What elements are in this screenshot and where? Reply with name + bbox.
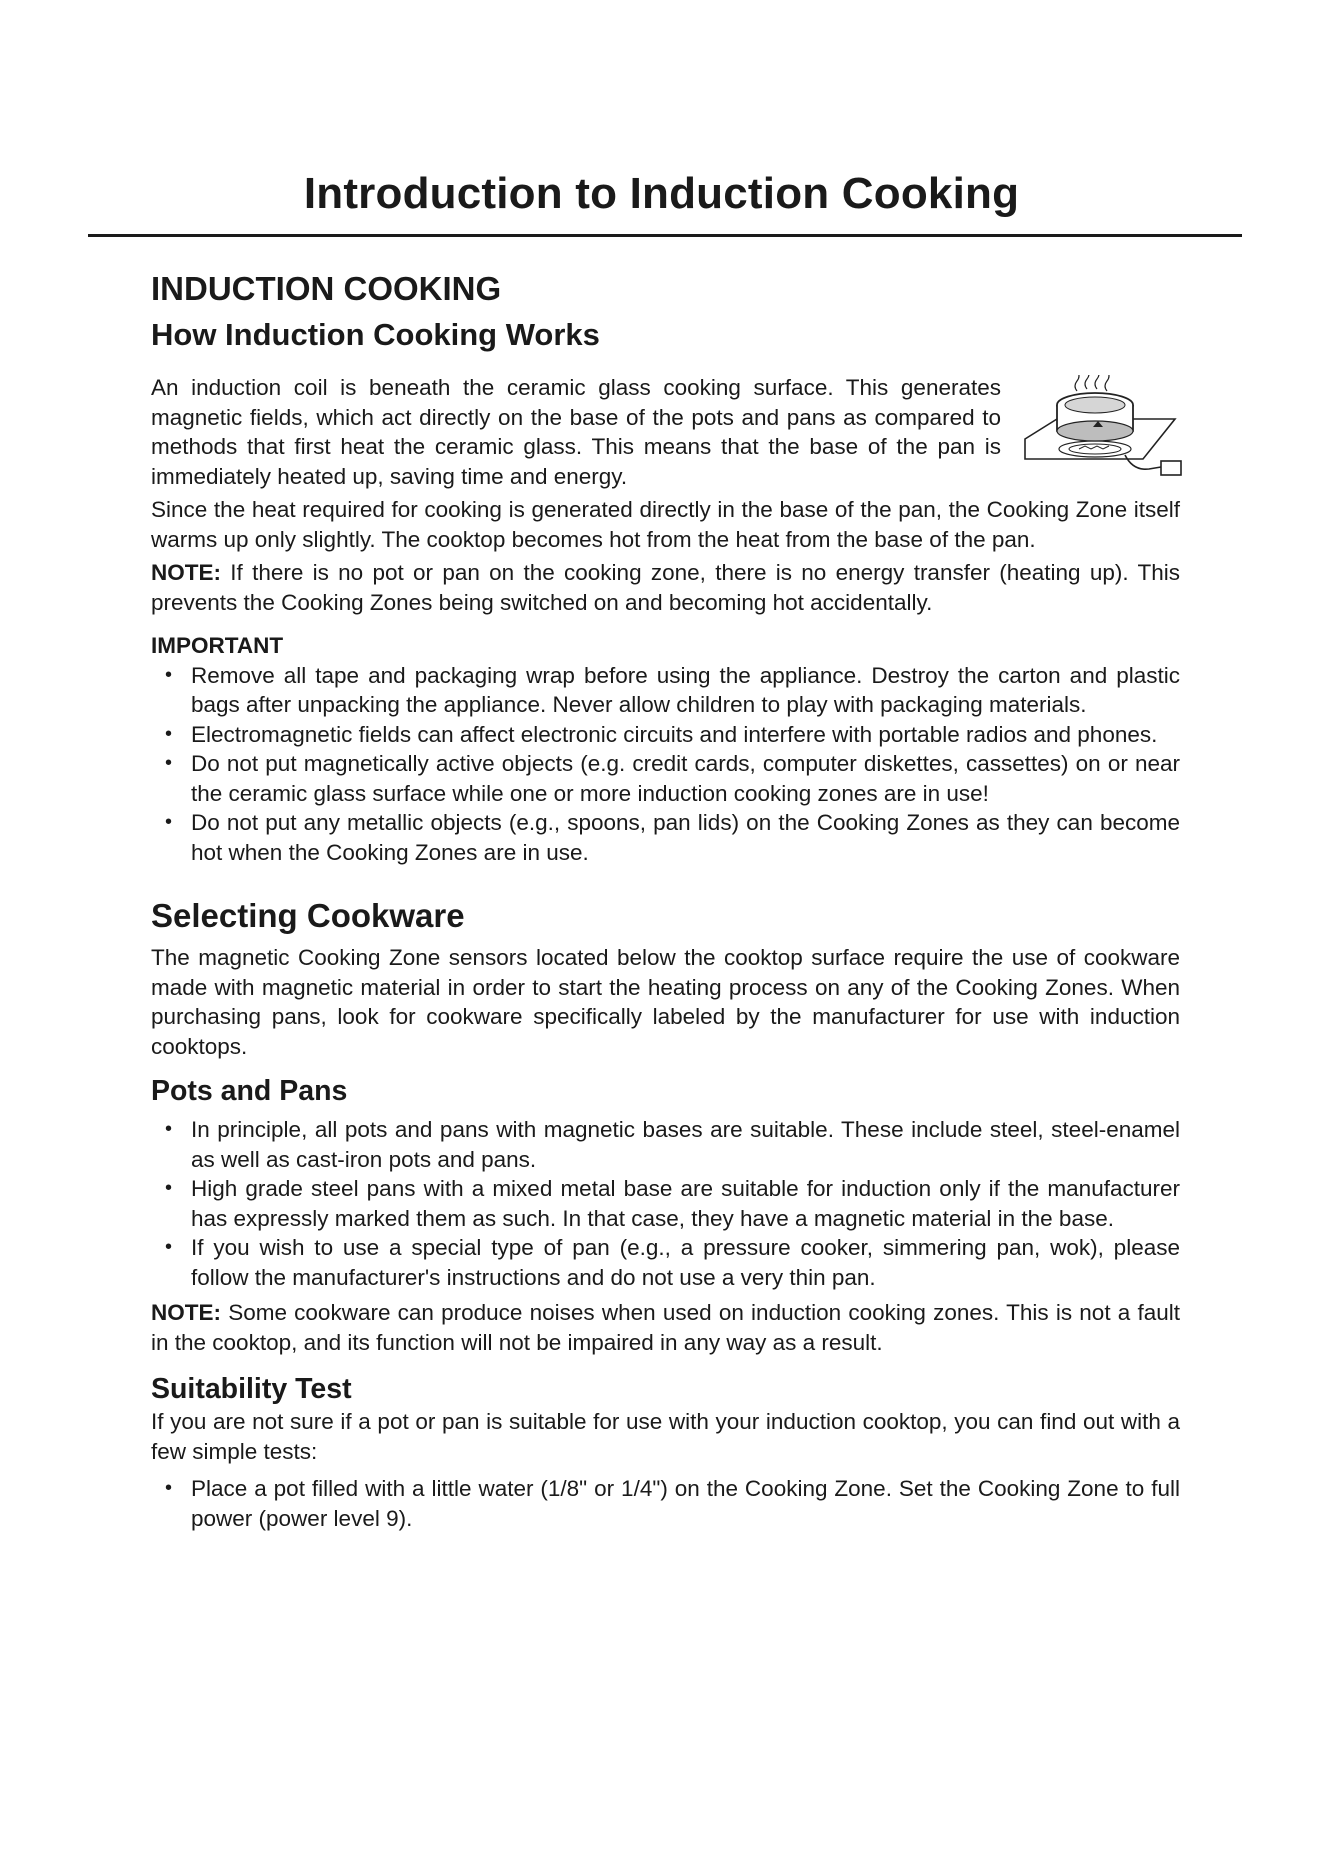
subheading-suitability-test: Suitability Test — [151, 1373, 352, 1405]
note-text: Some cookware can produce noises when used on induction cooking zones. This is not a fault in the cooktop, and its function will not be impaired in any way as a result. — [151, 1300, 1180, 1355]
important-label: IMPORTANT — [151, 633, 284, 658]
cookware-paragraph: The magnetic Cooking Zone sensors located below the cooktop surface require the use of cookware made with magnetic material in order to start the heating process on any of the Cooking Zones. When purchasing pans, look for cookware specifically labeled by the manufacturer for use with induction cooktops. — [151, 945, 1180, 1059]
list-item: • In principle, all pots and pans with magnetic bases are suitable. These include steel, steel-enamel as well as cast-iron pots and pans. — [165, 1117, 1180, 1172]
induction-coil-pan-icon — [1015, 375, 1185, 487]
bullet-icon: • — [165, 1177, 173, 1199]
bullet-icon: • — [165, 1118, 173, 1140]
section-heading-selecting-cookware: Selecting Cookware — [151, 897, 465, 934]
bullet-icon: • — [165, 752, 173, 774]
list-item: • If you wish to use a special type of pan (e.g., a pressure cooker, simmering pan, wok), please follow the manufacturer's instructions and do not use a very thin pan. — [165, 1235, 1180, 1290]
intro-paragraph: An induction coil is beneath the ceramic glass cooking surface. This generates magnetic fields, which act directly on the base of the pots and pans as compared to methods that first heat the ceramic glass. This means that the base of the pan is immediately heated up, saving time and energy. — [151, 375, 1001, 489]
pots-pans-list — [151, 1115, 1180, 1292]
list-item: • Electromagnetic fields can affect electronic circuits and interfere with portable radios and phones. — [151, 720, 1180, 750]
list-item: • Place a pot filled with a little water (1/8" or 1/4") on the Cooking Zone. Set the Cooking Zone to full power (power level 9). — [165, 1476, 1180, 1531]
note-no-pot — [151, 558, 1180, 617]
bullet-icon: • — [165, 722, 173, 745]
bullet-icon: • — [165, 1477, 173, 1499]
bullet-icon: • — [165, 663, 173, 686]
list-item: • High grade steel pans with a mixed metal base are suitable for induction only if the manufacturer has expressly marked them as such. In that case, they have a magnetic material in the base. — [165, 1176, 1180, 1231]
page-content — [151, 268, 1180, 1533]
bullet-icon: • — [165, 1236, 173, 1258]
page-title: Introduction to Induction Cooking — [303, 169, 1020, 218]
note-cookware-noise — [151, 1298, 1180, 1357]
subheading-how-induction-works: How Induction Cooking Works — [151, 317, 600, 352]
bullet-icon: • — [165, 811, 173, 833]
intro-block — [151, 373, 1180, 491]
suitability-paragraph: If you are not sure if a pot or pan is suitable for use with your induction cooktop, you can find out with a few simple tests: — [151, 1409, 1180, 1464]
note-label: NOTE: — [151, 1300, 221, 1325]
note-label: NOTE: — [151, 560, 221, 585]
list-item: • Remove all tape and packaging wrap before using the appliance. Destroy the carton and plastic bags after unpacking the appliance. Never allow children to play with packaging materials. — [165, 662, 1180, 717]
heat-explanation-paragraph: Since the heat required for cooking is generated directly in the base of the pan, the Cooking Zone itself warms up only slightly. The cooktop becomes hot from the heat from the base of the pan. — [151, 497, 1180, 552]
list-item: • Do not put magnetically active objects (e.g. credit cards, computer diskettes, cassettes) on or near the ceramic glass surface while one or more induction cooking zones are in use! — [165, 751, 1180, 806]
title-divider — [88, 234, 1242, 237]
list-item: • Do not put any metallic objects (e.g., spoons, pan lids) on the Cooking Zones as they can become hot when the Cooking Zones are in use. — [165, 810, 1180, 865]
suitability-list — [151, 1474, 1180, 1533]
note-text: If there is no pot or pan on the cooking zone, there is no energy transfer (heating up). This prevents the Cooking Zones being switched on and becoming hot accidentally. — [151, 560, 1180, 615]
important-list — [151, 661, 1180, 868]
section-heading-induction-cooking: INDUCTION COOKING — [151, 270, 502, 307]
subheading-pots-and-pans: Pots and Pans — [151, 1075, 348, 1107]
